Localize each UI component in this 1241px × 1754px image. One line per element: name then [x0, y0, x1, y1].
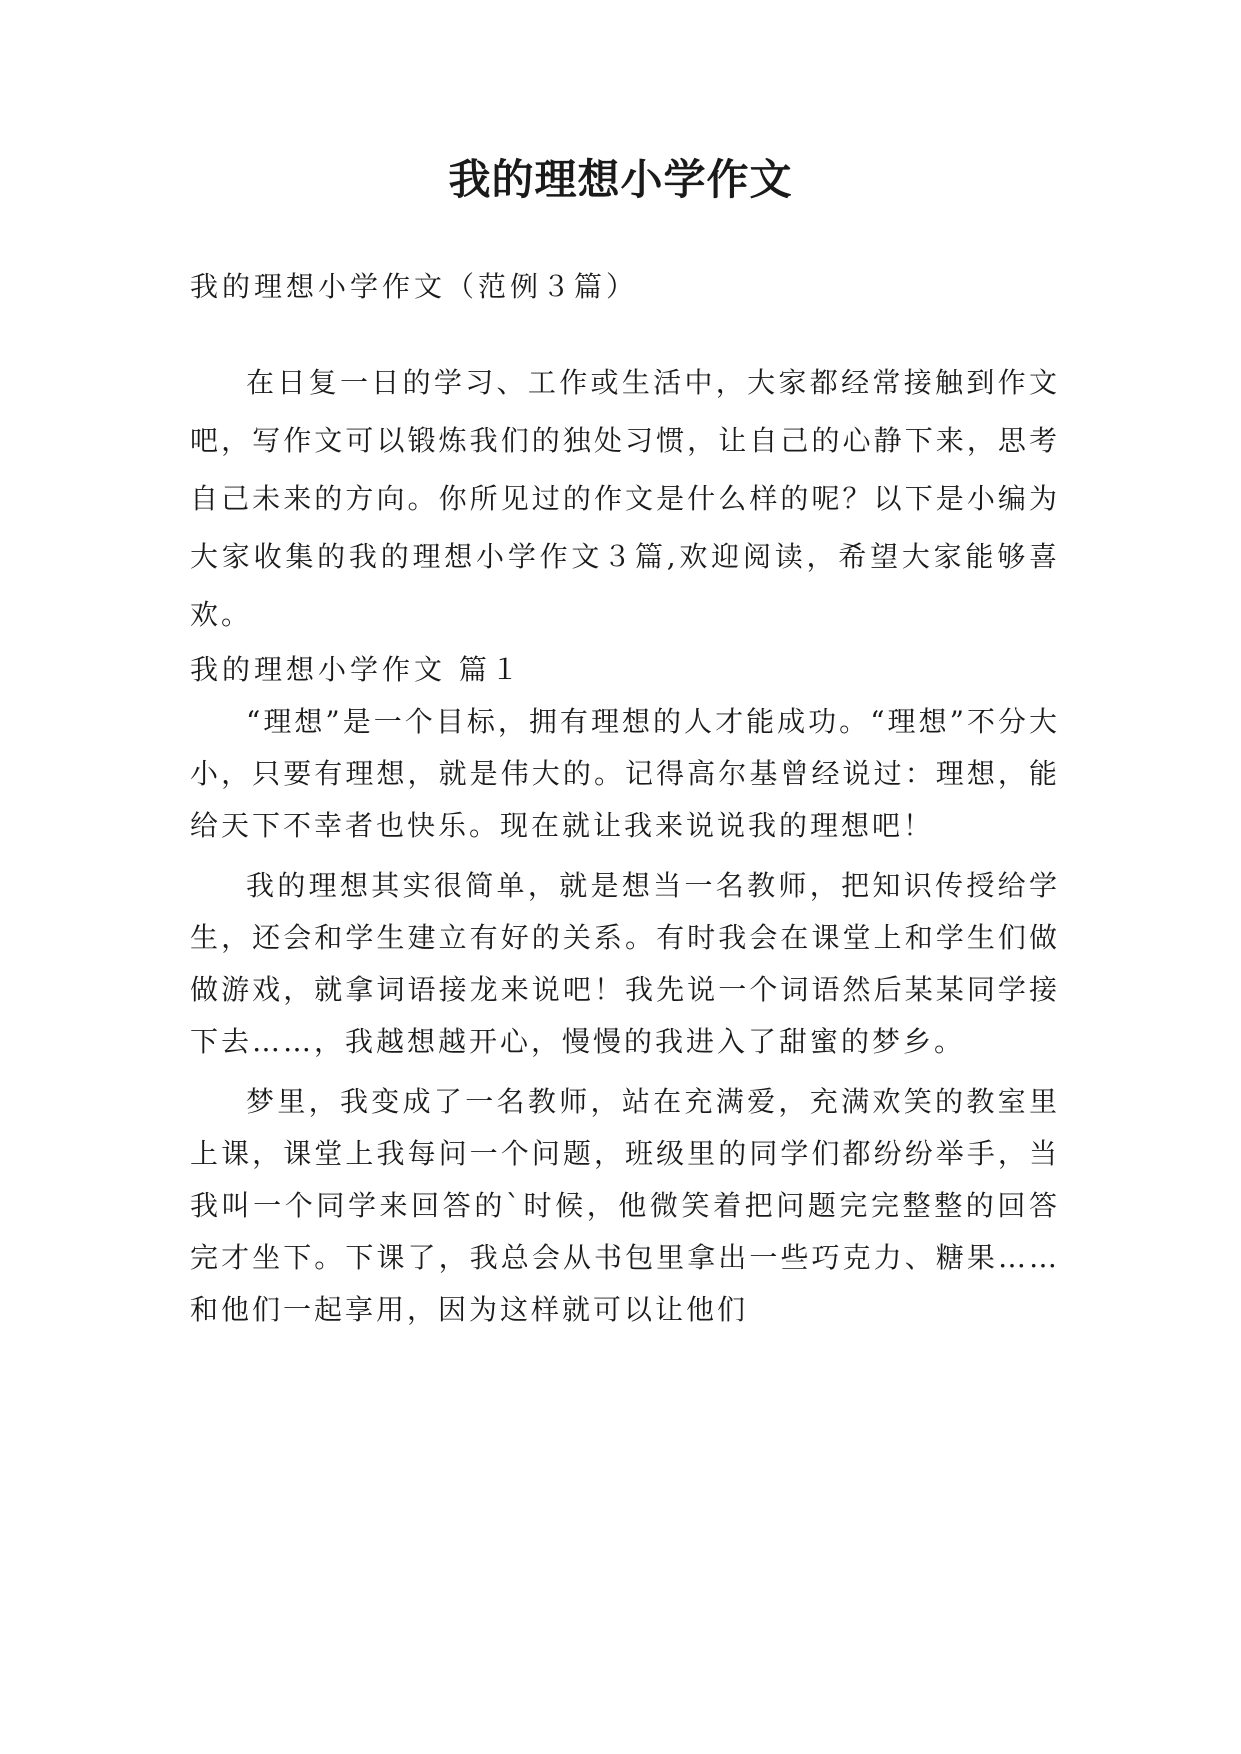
body-paragraph: 梦里，我变成了一名教师，站在充满爱，充满欢笑的教室里上课，课堂上我每问一个问题，班级里的同学们都纷纷举手，当我叫一个同学来回答的`时候，他微笑着把问题完完整整的回答完才坐下。下课了，我总会从书包里拿出一些巧克力、糖果……和他们一起享用，因为这样就可以让他们 — [190, 1085, 1060, 1326]
body-paragraph: 我的理想其实很简单，就是想当一名教师，把知识传授给学生，还会和学生建立有好的关系。有时我会在课堂上和学生们做做游戏，就拿词语接龙来说吧！我先说一个词语然后某某同学接下去……，我越想越开心，慢慢的我进入了甜蜜的梦乡。 — [190, 869, 1060, 1058]
intro-paragraph: 在日复一日的学习、工作或生活中，大家都经常接触到作文吧，写作文可以锻炼我们的独处习惯，让自己的心静下来，思考自己未来的方向。你所见过的作文是什么样的呢？以下是小编为大家收集的我的理想小学作文３篇,欢迎阅读，希望大家能够喜欢。 — [190, 366, 1060, 631]
section-heading: 我的理想小学作文 篇１ — [190, 653, 523, 686]
document-subtitle: 我的理想小学作文（范例３篇） — [190, 270, 639, 303]
document-title: 我的理想小学作文 — [448, 155, 793, 204]
document-body — [190, 258, 1060, 1336]
body-paragraph: “理想”是一个目标，拥有理想的人才能成功。“理想”不分大小，只要有理想，就是伟大的。记得高尔基曾经说过：理想，能给天下不幸者也快乐。现在就让我来说说我的理想吧！ — [190, 705, 1060, 842]
